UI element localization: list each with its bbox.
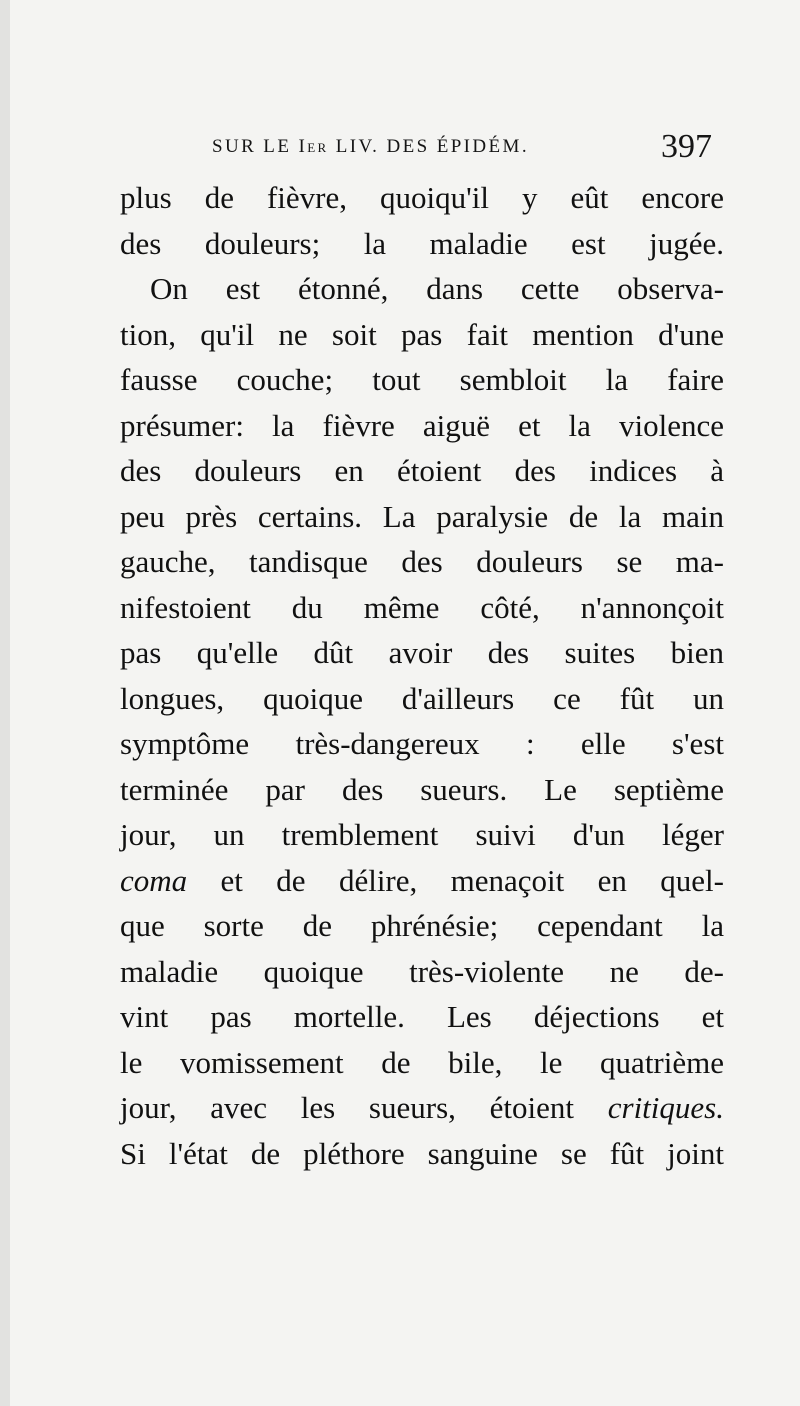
text-line: symptôme très-dangereux : elle s'est <box>120 726 724 761</box>
text-line: le vomissement de bile, le quatrième <box>120 1044 724 1080</box>
text-line: pas qu'elle dût avoir des suites bien <box>120 635 724 670</box>
running-head <box>200 128 720 168</box>
running-title: SUR LE Ier LIV. DES ÉPIDÉM. <box>212 136 529 157</box>
text-line: plus de fièvre, quoiqu'il y eût encore <box>120 180 724 215</box>
italic-term: coma <box>120 862 188 898</box>
text-line: coma et de délire, menaçoit en quel- <box>120 862 724 898</box>
text-line: gauche, tandisque des douleurs se ma- <box>120 544 724 579</box>
text-line: fausse couche; tout sembloit la faire <box>120 362 724 397</box>
text-line: Si l'état de pléthore sanguine se fût joint <box>120 1135 724 1171</box>
text-line: tion, qu'il ne soit pas fait mention d'une <box>120 316 724 352</box>
text-line: que sorte de phrénésie; cependant la <box>120 908 724 943</box>
text-line: terminée par des sueurs. Le septième <box>120 771 724 807</box>
text-line: des douleurs; la maladie est jugée. <box>120 225 724 261</box>
text-line: peu près certains. La paralysie de la main <box>120 498 724 534</box>
italic-term: critiques. <box>607 1090 724 1125</box>
body-text <box>120 175 724 1176</box>
text-line: nifestoient du même côté, n'annonçoit <box>120 589 724 625</box>
text-line: maladie quoique très-violente ne de- <box>120 953 724 989</box>
text-line: vint pas mortelle. Les déjections et <box>120 999 724 1034</box>
text-line: présumer: la fièvre aiguë et la violence <box>120 407 724 443</box>
text-line: des douleurs en étoient des indices à <box>120 453 724 488</box>
text-line: jour, avec les sueurs, étoient critiques. <box>120 1090 724 1125</box>
text-line: longues, quoique d'ailleurs ce fût un <box>120 680 724 716</box>
text-line: jour, un tremblement suivi d'un léger <box>120 817 724 852</box>
page-number: 397 <box>661 128 712 165</box>
text-line: On est étonné, dans cette observa- <box>150 271 724 306</box>
